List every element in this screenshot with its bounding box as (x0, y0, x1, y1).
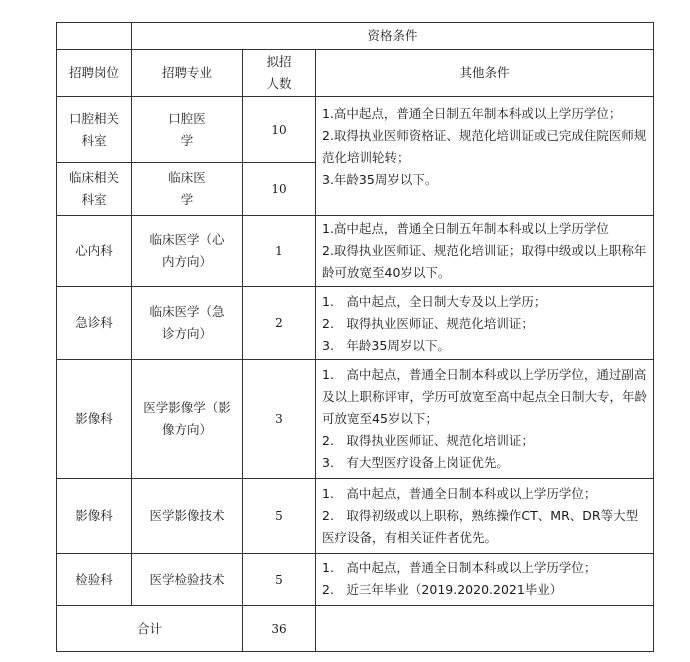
condition-line: 3.年龄35周岁以下。 (322, 172, 438, 187)
position-cell: 影像科 (57, 479, 132, 554)
total-empty-cell (316, 606, 654, 652)
condition-line: 1. 高中起点，普通全日制本科或以上学历学位； (322, 560, 597, 575)
condition-line: 2.取得执业医师证、规范化培训证；取得中级或以上职称年龄可放宽至40岁以下。 (322, 243, 647, 280)
major-cell: 医学检验技术 (132, 554, 243, 606)
condition-line: 2. 取得执业医师证、规范化培训证； (322, 433, 534, 448)
table-row (57, 479, 654, 554)
condition-line: 2. 取得初级或以上职称，熟练操作CT、MR、DR等大型医疗设备，有相关证件者优先。 (322, 508, 639, 545)
condition-line: 2. 近三年毕业（2019.2020.2021毕业） (322, 582, 563, 597)
condition-line: 1. 高中起点，普通全日制本科或以上学历学位； (322, 486, 597, 501)
header-group-row (57, 23, 654, 50)
header-conditions: 其他条件 (316, 50, 654, 97)
condition-line: 3. 有大型医疗设备上岗证优先。 (322, 455, 509, 470)
table-row (57, 554, 654, 606)
table-row (57, 97, 654, 163)
major-cell: 临床医学（心内方向） (132, 216, 243, 287)
conditions-cell-shared (316, 97, 654, 216)
major-cell: 口腔医学 (132, 97, 243, 163)
count-cell: 1 (243, 216, 316, 287)
position-cell: 检验科 (57, 554, 132, 606)
count-cell: 10 (243, 97, 316, 163)
condition-line: 1. 高中起点，全日制大专及以上学历； (322, 294, 547, 309)
condition-line: 3. 年龄35周岁以下。 (322, 338, 450, 353)
conditions-cell (316, 216, 654, 287)
position-cell: 临床相关科室 (57, 163, 132, 216)
conditions-cell (316, 479, 654, 554)
condition-line: 2.取得执业医师资格证、规范化培训证或已完成住院医师规范化培训轮转； (322, 128, 647, 165)
count-cell: 10 (243, 163, 316, 216)
major-cell: 临床医学（急诊方向） (132, 287, 243, 360)
major-cell: 医学影像技术 (132, 479, 243, 554)
header-count: 拟招人数 (243, 50, 316, 97)
table-row (57, 216, 654, 287)
condition-line: 1.高中起点，普通全日制五年制本科或以上学历学位 (322, 221, 609, 236)
position-cell: 影像科 (57, 360, 132, 479)
count-cell: 5 (243, 479, 316, 554)
position-cell: 心内科 (57, 216, 132, 287)
header-empty-cell (57, 23, 132, 50)
total-row (57, 606, 654, 652)
major-cell: 临床医学 (132, 163, 243, 216)
column-header-row (57, 50, 654, 97)
count-cell: 3 (243, 360, 316, 479)
header-position: 招聘岗位 (57, 50, 132, 97)
count-cell: 2 (243, 287, 316, 360)
position-cell: 口腔相关科室 (57, 97, 132, 163)
total-count: 36 (243, 606, 316, 652)
condition-line: 1. 高中起点，普通全日制本科或以上学历学位，通过副高及以上职称评审，学历可放宽至高中起点全日制大专，年龄可放宽至45岁以下； (322, 367, 648, 426)
table-row (57, 287, 654, 360)
count-cell: 5 (243, 554, 316, 606)
header-major: 招聘专业 (132, 50, 243, 97)
condition-line: 2. 取得执业医师证、规范化培训证； (322, 316, 534, 331)
major-cell: 医学影像学（影像方向） (132, 360, 243, 479)
total-label: 合计 (57, 606, 243, 652)
recruitment-table (56, 22, 654, 652)
conditions-cell (316, 287, 654, 360)
table-row (57, 360, 654, 479)
condition-line: 1.高中起点，普通全日制五年制本科或以上学历学位； (322, 106, 622, 121)
position-cell: 急诊科 (57, 287, 132, 360)
conditions-cell (316, 360, 654, 479)
header-group-title: 资格条件 (132, 23, 654, 50)
conditions-cell (316, 554, 654, 606)
